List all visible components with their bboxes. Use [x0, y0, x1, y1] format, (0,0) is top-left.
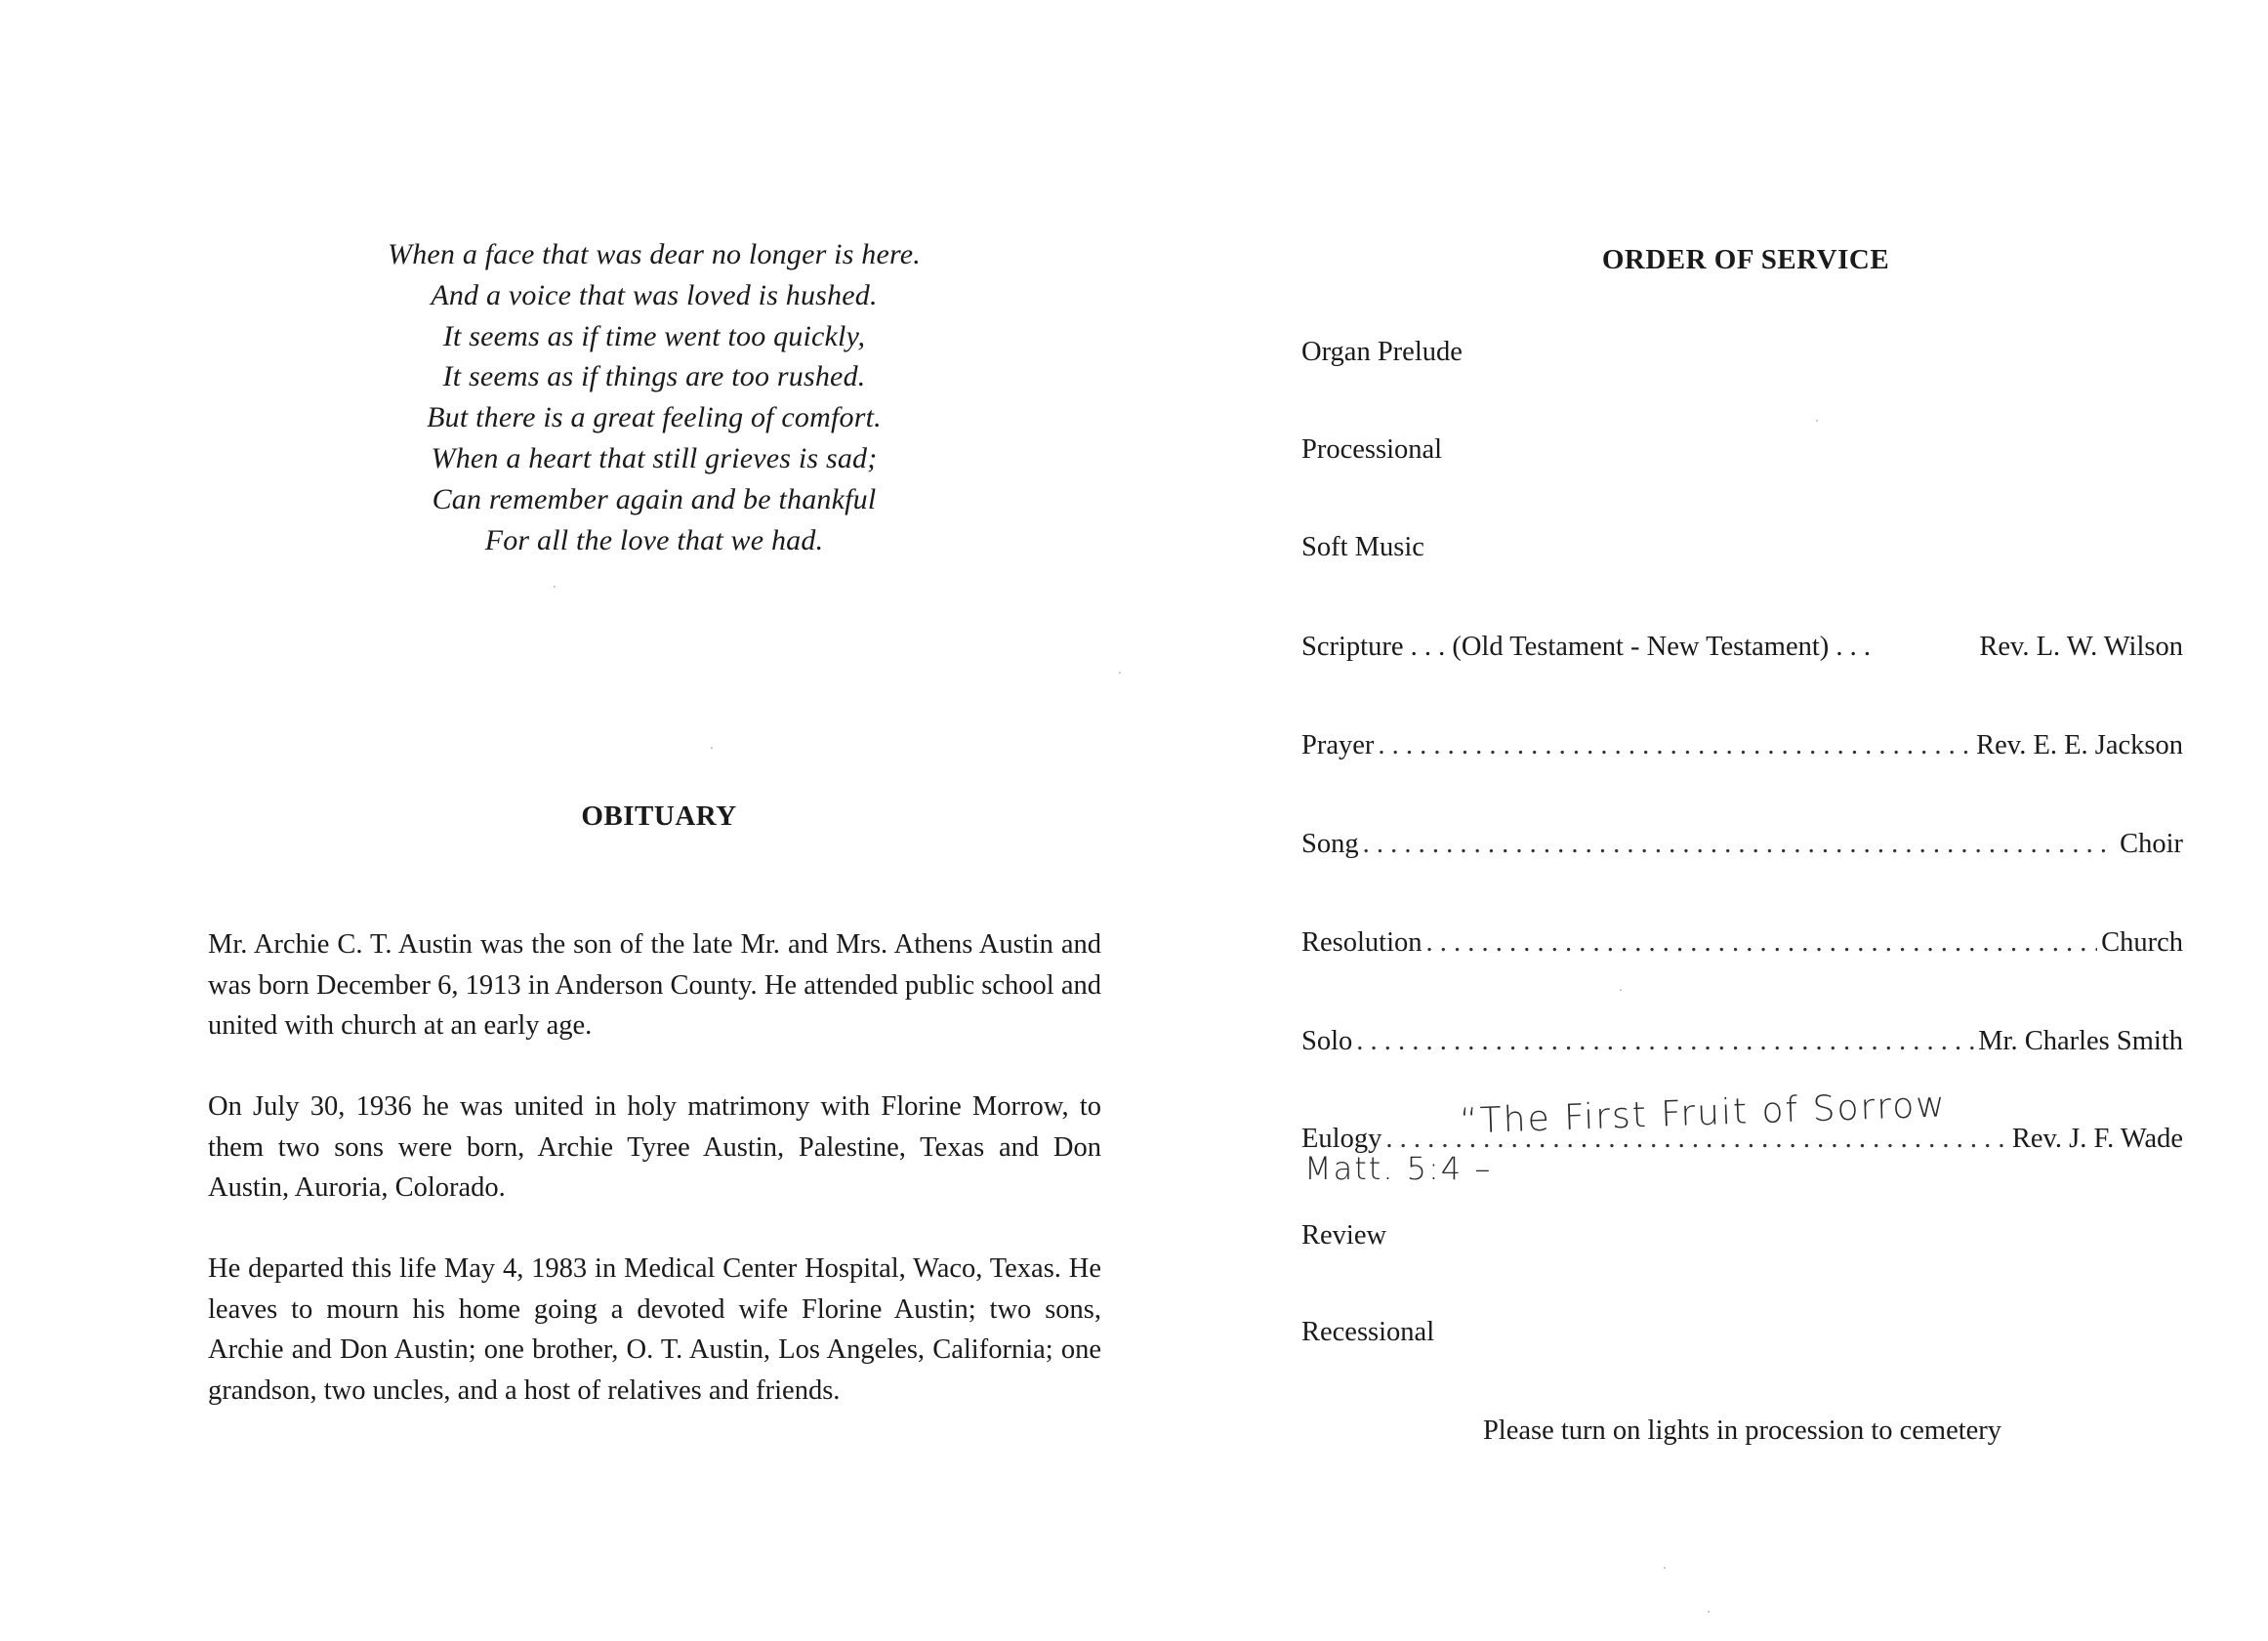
service-item-label: Prayer	[1301, 730, 1375, 760]
handwritten-sermon-title: “The First Fruit of Sorrow	[1459, 1085, 1948, 1142]
obituary-heading: OBITUARY	[581, 800, 737, 832]
service-item-label: Review	[1301, 1220, 1387, 1251]
service-item-person: Mr. Charles Smith	[1978, 1026, 2183, 1056]
poem-line: When a heart that still grieves is sad;	[431, 441, 878, 474]
service-item-label: Solo	[1301, 1026, 1353, 1056]
service-item-soft-music	[1301, 532, 2183, 571]
scan-speck	[1816, 420, 1818, 422]
service-item-label: Resolution	[1301, 927, 1423, 958]
service-item-label: Recessional	[1301, 1317, 1435, 1347]
poem-line: It seems as if time went too quickly,	[442, 319, 866, 352]
service-item-label: Song	[1301, 829, 1359, 859]
service-item-person: Choir	[2120, 829, 2183, 859]
poem-line: But there is a great feeling of comfort.	[427, 401, 882, 434]
scan-speck	[711, 747, 713, 749]
service-item-label: Scripture . . . (Old Testament - New Testament) . . .	[1301, 632, 1872, 662]
poem-line: And a voice that was loved is hushed.	[431, 278, 878, 311]
procession-note: Please turn on lights in procession to cemetery	[1482, 1415, 2002, 1446]
scan-speck	[1708, 1611, 1710, 1613]
service-item-review	[1301, 1220, 2183, 1259]
service-item-label: Organ Prelude	[1301, 337, 1463, 367]
obituary-paragraph: He departed this life May 4, 1983 in Medical Center Hospital, Waco, Texas. He leaves to mourn his home going a devoted wife Florine Austin; two sons, Archie and Don Austin; one brother, O. T. Austin, Los Angeles, California; one grandson, two uncles, and a host of relatives and friends.	[208, 1253, 1101, 1406]
scan-speck	[554, 586, 556, 588]
order-of-service-heading: ORDER OF SERVICE	[1601, 244, 1890, 275]
obituary-paragraph: On July 30, 1936 he was united in holy matrimony with Florine Morrow, to them two sons were born, Archie Tyree Austin, Palestine, Texas and Don Austin, Auroria, Colorado.	[208, 1091, 1101, 1203]
obituary-body	[208, 924, 1101, 1452]
service-item-person: Rev. J. F. Wade	[2011, 1124, 2183, 1154]
handwritten-scripture-reference: Matt. 5:4 –	[1304, 1150, 1493, 1187]
scan-speck	[1119, 672, 1121, 674]
service-item-recessional	[1301, 1317, 2183, 1356]
service-item-label: Processional	[1301, 434, 1443, 465]
poem-line: For all the love that we had.	[484, 523, 824, 556]
service-item-label: Eulogy	[1301, 1124, 1382, 1154]
service-item-resolution	[1301, 927, 2183, 966]
service-item-prayer	[1301, 730, 2183, 769]
memorial-poem	[361, 234, 947, 560]
dot-leader	[1426, 927, 2098, 959]
service-item-organ-prelude	[1301, 337, 2183, 376]
service-item-solo	[1301, 1026, 2183, 1065]
scan-speck	[1664, 1567, 1666, 1569]
service-item-scripture	[1301, 632, 2183, 671]
poem-line: When a face that was dear no longer is here.	[388, 238, 921, 270]
service-item-processional	[1301, 434, 2183, 473]
poem-line: Can remember again and be thankful	[432, 482, 877, 515]
poem-line: It seems as if things are too rushed.	[442, 360, 866, 393]
service-item-song	[1301, 829, 2183, 868]
service-item-person: Rev. E. E. Jackson	[1976, 730, 2183, 760]
service-item-person: Rev. L. W. Wilson	[1979, 632, 2183, 662]
dot-leader	[1363, 829, 2116, 860]
dot-leader	[1378, 730, 1972, 761]
dot-leader	[1356, 1026, 1974, 1057]
service-item-person: Church	[2101, 927, 2183, 958]
obituary-paragraph: Mr. Archie C. T. Austin was the son of the late Mr. and Mrs. Athens Austin and was born December 6, 1913 in Anderson County. He attended public school and united with church at an early age.	[208, 929, 1101, 1041]
scan-speck	[1620, 989, 1622, 991]
service-item-label: Soft Music	[1301, 532, 1424, 562]
